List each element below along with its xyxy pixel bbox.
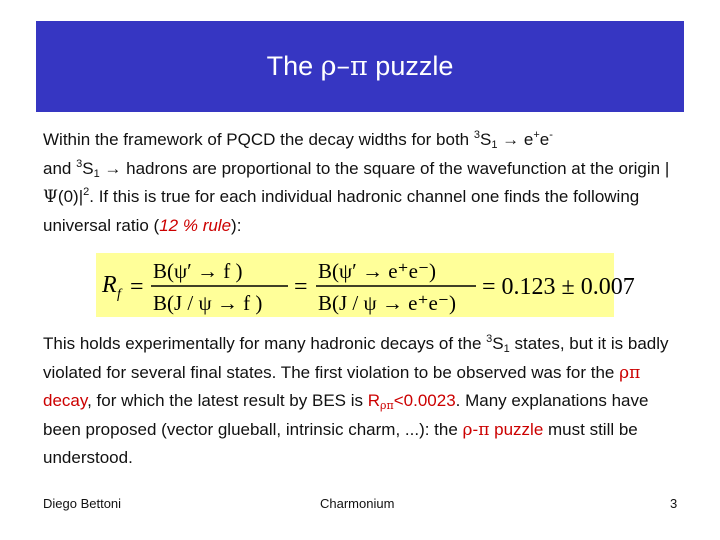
footer-page-number: 3 [670,496,678,511]
state-subscript: 1 [491,139,498,151]
eq-num-1: B(ψ′ → f ) [153,259,243,283]
bes-limit: <0.0023 [393,391,456,410]
title-bar [36,21,684,112]
eq-equals-1: = [130,274,144,300]
title-rho: ρ [320,51,337,82]
puzzle-rho: ρ [462,419,473,440]
rho-pi-highlight: ρπ [619,362,641,383]
rule-highlight: 12 % rule [159,215,232,235]
equation-box [96,253,635,317]
title-dash: – [336,51,351,82]
ratio-equation [96,253,635,317]
eq-den-1: B(J / ψ → f ) [153,291,263,315]
eq-num-2: B(ψ′ → e⁺e⁻) [318,259,437,283]
eq-den-2: B(J / ψ → e⁺e⁻) [318,291,456,315]
arrow: → [497,130,524,149]
slide-title [36,51,684,82]
psi-symbol: Ψ [43,187,58,207]
footer-author: Diego Bettoni [43,496,122,511]
title-pi: π [350,51,368,82]
eq-lhs-sub: f [117,287,121,302]
r-rho-pi: R [367,391,381,410]
eq-result: = 0.123 ± 0.007 [482,274,635,300]
observation-paragraph: This holds experimentally for many hadronic decays of the $^3S_1$ states, but it is badly violated for several final states. The first violation to be observed was for the ρπ decay, for which the latest result by BES is $R_{\rho\pi}<0.0023$. Many explanations have been proposed (vector glueball, intrinsic charm, ...): the ρ-π puzzle must still be understood. [43,333,669,467]
title-suffix: puzzle [367,51,454,81]
state-superscript: 3 [473,129,480,141]
puzzle-word: puzzle [489,419,544,439]
state-letter: S [479,130,492,149]
intro-paragraph: Within the framework of PQCD the decay widths for both $^3S_1 \to e^+e^-$ and $^3S_1$ → hadrons are proportional to the square of the wavefunction at the origin $|\Psi(0)|^2$. If this is true for each individual hadronic channel one finds the following universal ratio (12 % rule): [43,129,670,235]
eq-lhs-r: R [102,272,117,298]
title-prefix: The [266,51,321,81]
eq-equals-2: = [294,274,308,300]
r-rho-pi-sub: ρπ [380,399,394,412]
decay-highlight: decay [43,391,88,410]
puzzle-pi: π [478,419,490,440]
footer-topic: Charmonium [320,496,395,511]
